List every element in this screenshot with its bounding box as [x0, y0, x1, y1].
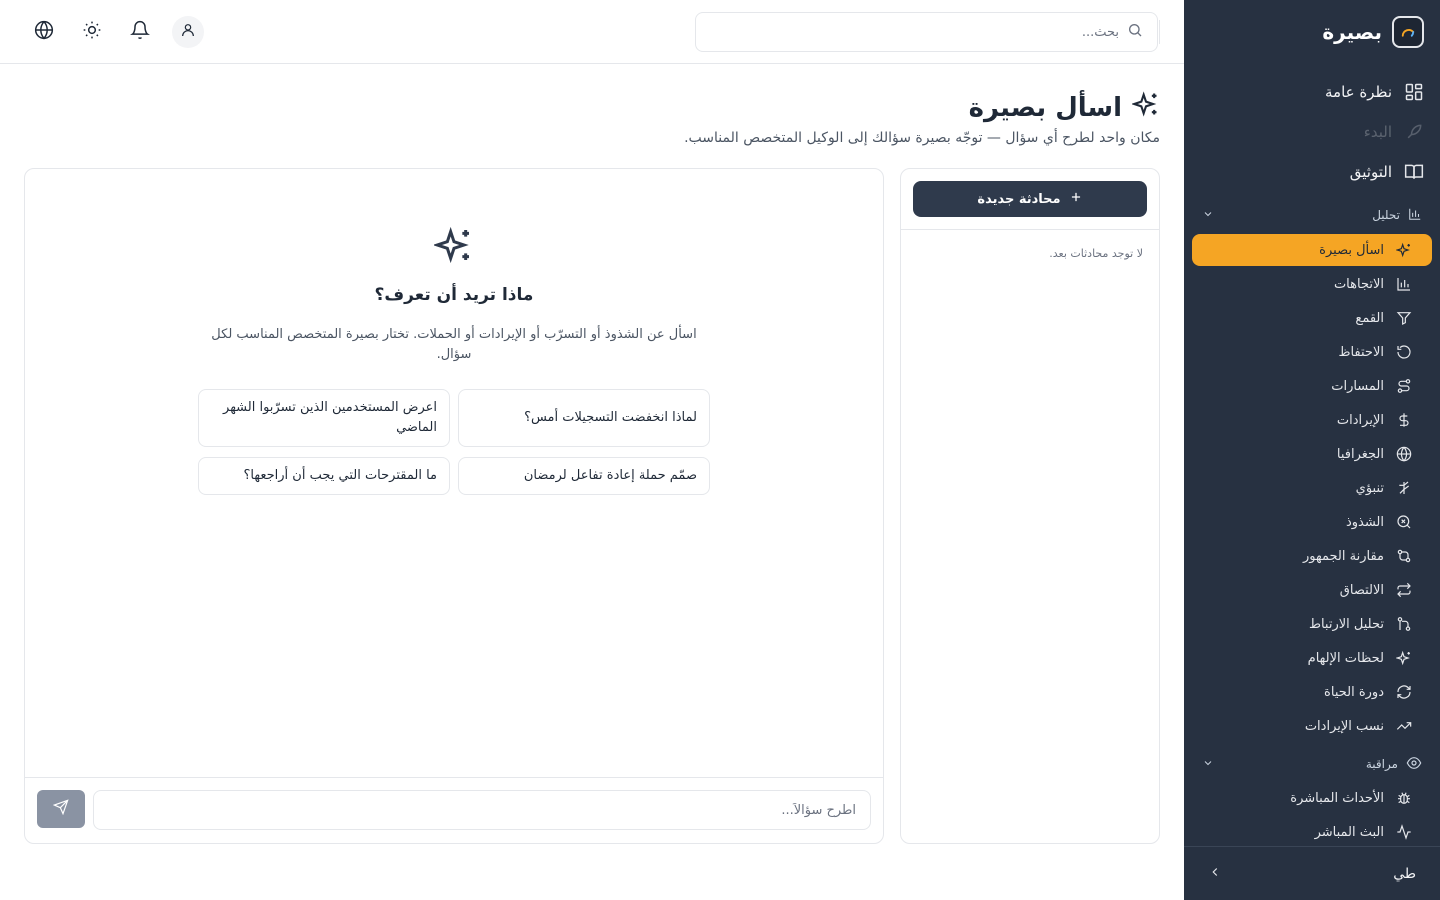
- sidebar-collapse-button[interactable]: [1184, 846, 1440, 900]
- sidebar-item-label: تنبؤي: [1355, 480, 1384, 496]
- logo-icon: [1392, 16, 1424, 48]
- bar-chart-icon: [1408, 207, 1422, 224]
- conversations-panel: [900, 168, 1160, 844]
- theme-toggle-button[interactable]: [76, 16, 108, 48]
- chevron-down-icon: [1202, 208, 1214, 223]
- sparkles-icon: [1396, 242, 1412, 258]
- sparkles-icon: [1396, 650, 1412, 666]
- sidebar-item-lifecycle[interactable]: [1192, 675, 1432, 709]
- top-header: [0, 0, 1184, 64]
- sidebar-item-label: اسأل بصيرة: [1319, 242, 1384, 258]
- search-icon: [1127, 22, 1143, 42]
- repeat-icon: [1396, 582, 1412, 598]
- sidebar-item-get-started[interactable]: [1200, 112, 1424, 152]
- sidebar-item-label: الإيرادات: [1336, 412, 1384, 428]
- sidebar-item-aha-moments[interactable]: [1192, 641, 1432, 675]
- route-icon: [1396, 378, 1412, 394]
- sidebar-item-label: الالتصاق: [1339, 582, 1384, 598]
- brand[interactable]: [1184, 0, 1440, 64]
- main-content: [0, 64, 1184, 900]
- compare-icon: [1396, 548, 1412, 564]
- refresh-icon: [1396, 684, 1412, 700]
- filter-icon: [1396, 310, 1412, 326]
- question-input[interactable]: [93, 790, 871, 830]
- sidebar-item-label: الاحتفاظ: [1338, 344, 1384, 360]
- page-title-text: اسأل بصيرة: [968, 92, 1122, 123]
- bar-chart-icon: [1396, 276, 1412, 292]
- sidebar-item-geography[interactable]: [1192, 437, 1432, 471]
- send-icon: [53, 799, 69, 819]
- chat-composer: [25, 777, 883, 843]
- dollar-icon: [1396, 412, 1412, 428]
- sidebar-item-live-events[interactable]: [1192, 781, 1432, 815]
- sidebar-item-ask-basira[interactable]: [1192, 234, 1432, 266]
- group-label: تحليل: [1372, 208, 1400, 222]
- sidebar-item-label: المسارات: [1331, 378, 1384, 394]
- collapse-label: طي: [1393, 865, 1416, 882]
- empty-state-title: ماذا تريد أن تعرف؟: [374, 285, 534, 305]
- sidebar-item-label: الشذوذ: [1345, 514, 1384, 530]
- group-monitoring-header[interactable]: [1184, 747, 1440, 781]
- notifications-button[interactable]: [124, 16, 156, 48]
- sidebar-item-revenue[interactable]: [1192, 403, 1432, 437]
- sidebar-item-label: التوثيق: [1349, 163, 1392, 181]
- eye-icon: [1406, 755, 1422, 774]
- sun-icon: [82, 20, 102, 44]
- search-input[interactable]: [710, 25, 1119, 40]
- group-analysis-header[interactable]: [1184, 198, 1440, 232]
- sidebar-item-label: نسب الإيرادات: [1304, 718, 1384, 734]
- empty-state-description: اسأل عن الشذوذ أو التسرّب أو الإيرادات أو الحملات. تختار بصيرة المتخصص المناسب لكل سؤال.: [211, 327, 697, 362]
- rocket-icon: [1404, 122, 1424, 142]
- activity-icon: [1396, 824, 1412, 840]
- trend-up-icon: [1396, 718, 1412, 734]
- grid-icon: [1404, 82, 1424, 102]
- search-x-icon: [1396, 514, 1412, 530]
- sidebar-item-overview[interactable]: [1200, 72, 1424, 112]
- globe-icon: [34, 20, 54, 44]
- sidebar-item-label: تحليل الارتباط: [1308, 616, 1384, 632]
- sidebar-item-trends[interactable]: [1192, 267, 1432, 301]
- brand-name: بصيرة: [1322, 20, 1382, 44]
- bug-icon: [1396, 790, 1412, 806]
- divider: [901, 229, 1159, 230]
- sidebar-item-label: نظرة عامة: [1325, 83, 1392, 101]
- suggestion-list: [198, 389, 710, 495]
- new-conversation-label: محادثة جديدة: [977, 191, 1061, 207]
- bell-icon: [130, 20, 150, 44]
- header-actions: [28, 16, 204, 48]
- sidebar-item-revenue-attribution[interactable]: [1192, 709, 1432, 743]
- user-icon: [180, 22, 196, 42]
- sidebar-item-docs[interactable]: [1200, 152, 1424, 192]
- language-button[interactable]: [28, 16, 60, 48]
- empty-conversations-text: لا توجد محادثات بعد.: [1049, 247, 1143, 260]
- chevron-down-icon: [1202, 757, 1214, 772]
- sidebar-item-funnel[interactable]: [1192, 301, 1432, 335]
- sparkles-icon: [1132, 90, 1160, 125]
- suggestion-chip[interactable]: ما المقترحات التي يجب أن أراجعها؟: [198, 457, 450, 495]
- suggestion-chip[interactable]: لماذا انخفضت التسجيلات أمس؟: [458, 389, 710, 447]
- sidebar-item-label: دورة الحياة: [1324, 684, 1384, 700]
- chevron-left-icon: [1208, 865, 1222, 883]
- sidebar-item-label: البدء: [1363, 123, 1392, 141]
- sidebar-item-stickiness[interactable]: [1192, 573, 1432, 607]
- book-icon: [1404, 162, 1424, 182]
- sidebar-item-label: البث المباشر: [1314, 824, 1384, 840]
- group-label: مراقبة: [1365, 757, 1398, 771]
- user-menu-button[interactable]: [172, 16, 204, 48]
- sidebar-item-correlation[interactable]: [1192, 607, 1432, 641]
- sparkles-icon: [434, 225, 474, 269]
- sidebar-item-live-stream[interactable]: [1192, 815, 1432, 849]
- plus-icon: [1069, 190, 1083, 208]
- correlation-icon: [1396, 616, 1412, 632]
- page-title: [969, 90, 1160, 125]
- sidebar-item-label: لحظات الإلهام: [1307, 650, 1384, 666]
- chat-panel: [24, 168, 884, 844]
- sidebar-item-label: الاتجاهات: [1333, 276, 1384, 292]
- rotate-icon: [1396, 344, 1412, 360]
- sidebar-item-label: القمع: [1355, 310, 1384, 326]
- header-divider: [1159, 20, 1160, 44]
- send-button[interactable]: [37, 790, 85, 828]
- globe-icon: [1396, 446, 1412, 462]
- page-subtitle: مكان واحد لطرح أي سؤال — توجّه بصيرة سؤالك إلى الوكيل المتخصص المناسب.: [684, 130, 1160, 146]
- sidebar-item-predictive[interactable]: [1192, 471, 1432, 505]
- new-conversation-button[interactable]: [913, 181, 1147, 217]
- sidebar-item-retention[interactable]: [1192, 335, 1432, 369]
- sidebar-item-label: الجغرافيا: [1336, 446, 1384, 462]
- suggestion-chip[interactable]: صمّم حملة إعادة تفاعل لرمضان: [458, 457, 710, 495]
- suggestion-chip[interactable]: اعرض المستخدمين الذين تسرّبوا الشهر الماضي: [198, 389, 450, 447]
- sidebar-item-label: مقارنة الجمهور: [1303, 548, 1384, 564]
- sidebar-item-label: الأحداث المباشرة: [1290, 790, 1384, 806]
- sidebar-item-anomalies[interactable]: [1192, 505, 1432, 539]
- sidebar: [1184, 0, 1440, 900]
- sidebar-item-audience-compare[interactable]: [1192, 539, 1432, 573]
- forecast-icon: [1396, 480, 1412, 496]
- sidebar-item-paths[interactable]: [1192, 369, 1432, 403]
- search-box[interactable]: [695, 12, 1158, 52]
